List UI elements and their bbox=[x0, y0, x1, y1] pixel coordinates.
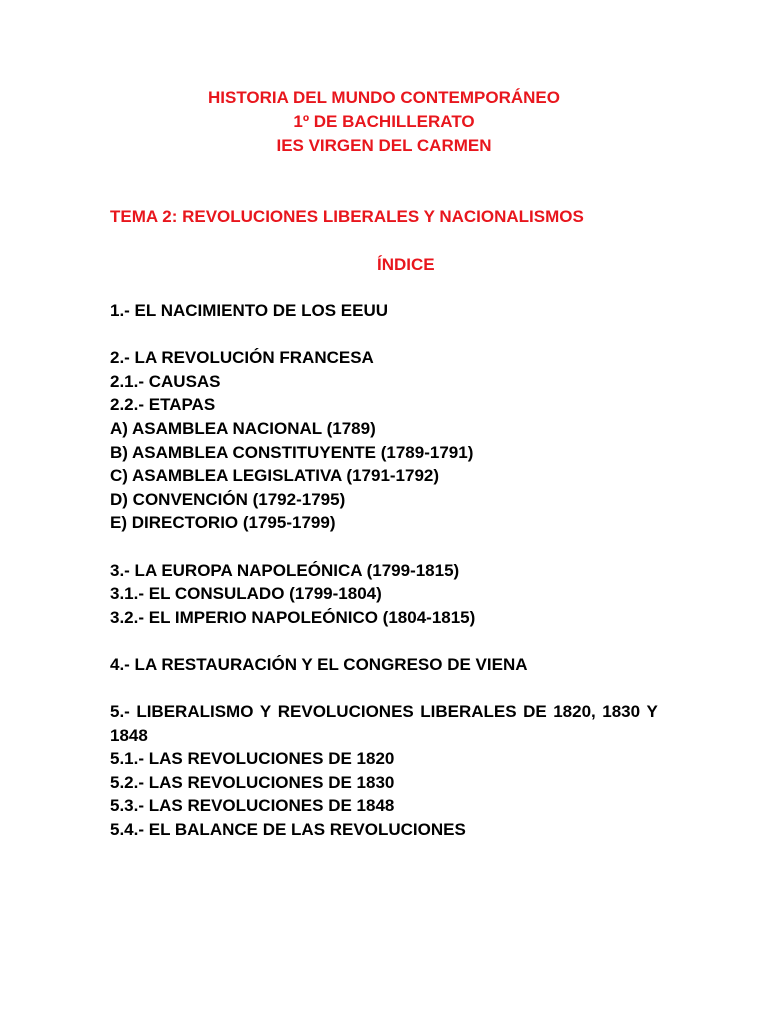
toc-section-2-e: E) DIRECTORIO (1795-1799) bbox=[110, 513, 336, 533]
toc-section-2-b: B) ASAMBLEA CONSTITUYENTE (1789-1791) bbox=[110, 442, 474, 462]
toc-section-2: 2.- LA REVOLUCIÓN FRANCESA bbox=[110, 348, 374, 368]
toc-section-5-word: LIBERALISMO bbox=[136, 702, 254, 722]
toc-section-1: 1.- EL NACIMIENTO DE LOS EEUU bbox=[110, 301, 389, 320]
toc-section-5-word: LIBERALES bbox=[420, 702, 517, 722]
toc-spacer bbox=[110, 323, 658, 347]
index-heading: ÍNDICE bbox=[377, 255, 435, 274]
toc-section-2-d: D) CONVENCIÓN (1792-1795) bbox=[110, 489, 346, 509]
toc-section-2-c: C) ASAMBLEA LEGISLATIVA (1791-1792) bbox=[110, 466, 440, 486]
toc-section-5-3: 5.3.- LAS REVOLUCIONES DE 1848 bbox=[110, 796, 395, 816]
toc-section-2-1: 2.1.- CAUSAS bbox=[110, 371, 221, 391]
course-title: HISTORIA DEL MUNDO CONTEMPORÁNEO bbox=[208, 88, 560, 107]
toc-section-5 bbox=[110, 700, 658, 724]
course-level: 1º DE BACHILLERATO bbox=[293, 112, 475, 131]
toc-section-5-word: 1820, bbox=[553, 702, 596, 722]
toc-section-5-word: 5.- bbox=[110, 702, 130, 722]
toc-spacer bbox=[110, 677, 658, 701]
toc-spacer bbox=[110, 629, 658, 653]
toc-section-2-a: A) ASAMBLEA NACIONAL (1789) bbox=[110, 418, 376, 438]
toc-section-5-continuation: 1848 bbox=[110, 725, 148, 745]
toc-spacer bbox=[110, 535, 658, 559]
toc-section-4: 4.- LA RESTAURACIÓN Y EL CONGRESO DE VIENA bbox=[110, 654, 528, 674]
table-of-contents bbox=[110, 299, 658, 842]
document-header bbox=[0, 86, 768, 158]
toc-section-5-2: 5.2.- LAS REVOLUCIONES DE 1830 bbox=[110, 772, 395, 792]
toc-section-5-4: 5.4.- EL BALANCE DE LAS REVOLUCIONES bbox=[110, 820, 466, 840]
toc-section-5-word: 1830 bbox=[602, 702, 641, 722]
toc-section-5-word: Y bbox=[646, 702, 658, 722]
toc-section-5-word: REVOLUCIONES bbox=[277, 702, 414, 722]
topic-title: TEMA 2: REVOLUCIONES LIBERALES Y NACIONALISMOS bbox=[110, 207, 584, 226]
toc-section-5-word: Y bbox=[259, 702, 272, 722]
toc-section-3-1: 3.1.- EL CONSULADO (1799-1804) bbox=[110, 584, 382, 604]
toc-section-5-1: 5.1.- LAS REVOLUCIONES DE 1820 bbox=[110, 749, 395, 769]
toc-section-5-word: DE bbox=[523, 702, 547, 722]
toc-section-3: 3.- LA EUROPA NAPOLEÓNICA (1799-1815) bbox=[110, 560, 460, 580]
school-name: IES VIRGEN DEL CARMEN bbox=[276, 136, 492, 155]
toc-section-2-2: 2.2.- ETAPAS bbox=[110, 395, 216, 415]
toc-section-3-2: 3.2.- EL IMPERIO NAPOLEÓNICO (1804-1815) bbox=[110, 607, 476, 627]
